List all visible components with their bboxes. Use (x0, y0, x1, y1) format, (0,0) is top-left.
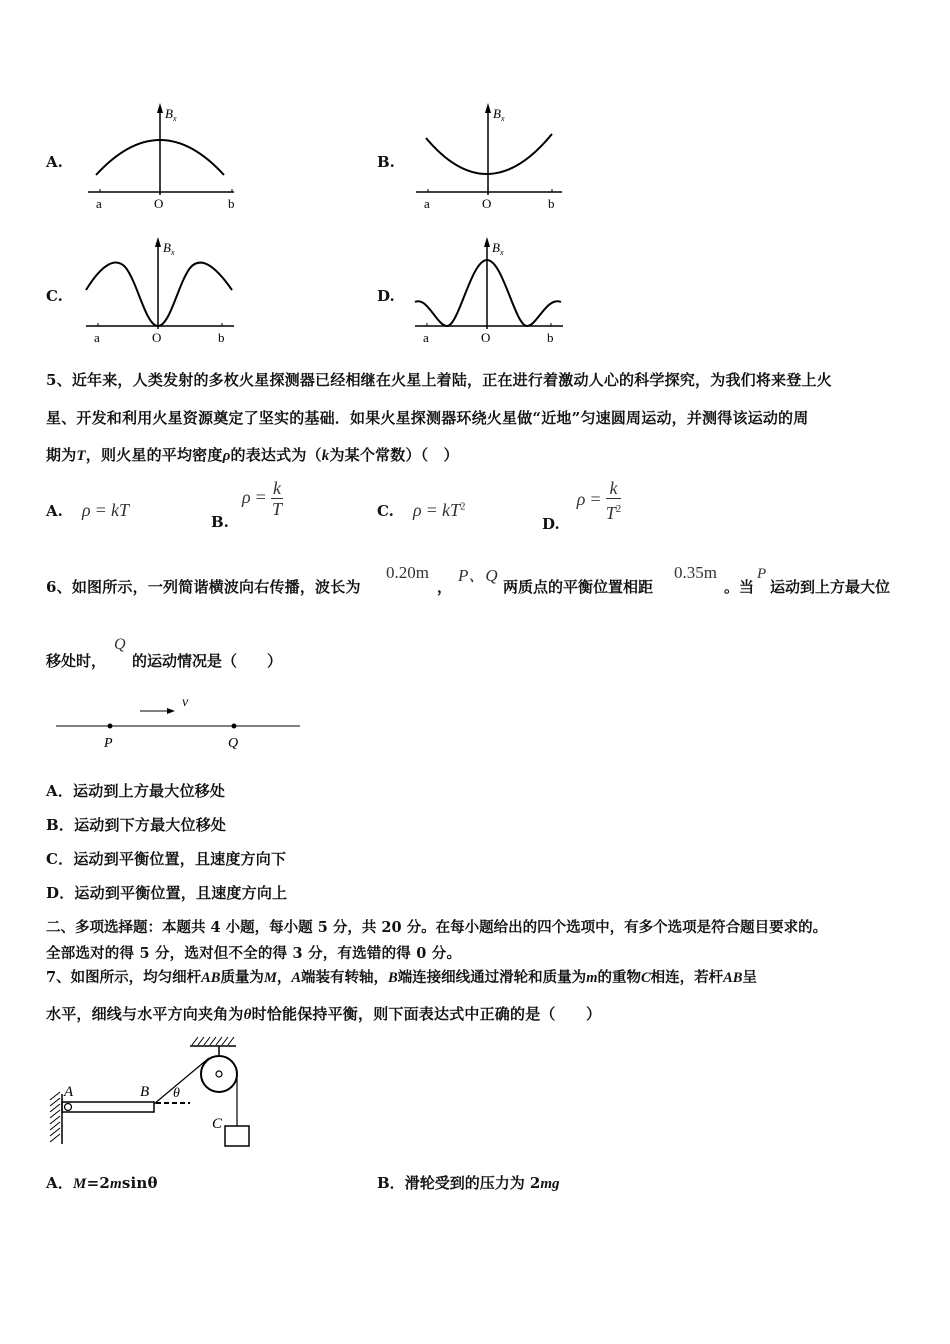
q6-text-5: 移处时， (46, 652, 107, 670)
q4-option-b-label: B. (377, 153, 395, 171)
q5-line-1: 5、近年来，人类发射的多枚火星探测器已经相继在火星上着陆，正在进行着激动人心的科学探究，为我们将来登上火 (46, 371, 832, 389)
section-2-heading-line-2: 全部选对的得 5 分，选对但不全的得 3 分，有选错的得 0 分。 (46, 945, 462, 962)
q7-line-1: 7、如图所示，均匀细杆AB质量为M，A端装有转轴，B端连接细线通过滑轮和质量为m的重物C相连，若杆AB呈 (46, 969, 757, 986)
q5-option-d-denominator: $T^2$ (605, 503, 622, 523)
q6-option-a[interactable]: A．运动到上方最大位移处 (46, 782, 226, 800)
graph-b-y-label: $B_x$ (493, 106, 505, 123)
q5-option-d-label: D. (542, 515, 560, 533)
graph-c (82, 234, 242, 349)
q5-option-b-fraction (271, 478, 283, 519)
q6-text-6: 的运动情况是（ ） (132, 652, 283, 670)
q5-option-d[interactable] (542, 478, 622, 533)
q6-p-symbol: P (757, 566, 767, 582)
graph-c-origin: O (152, 330, 162, 345)
graph-b-right-tick: b (548, 196, 555, 211)
q6-pq: P、Q (458, 566, 498, 585)
q6-point-q-label: Q (228, 736, 239, 751)
q5-density-symbol: ρ (222, 448, 231, 464)
graph-d-y-label: $B_x$ (492, 240, 504, 257)
q6-line-1 (46, 576, 361, 597)
graph-d (411, 234, 571, 349)
graph-c-y-label: $B_x$ (163, 240, 175, 257)
q5-option-b-lhs: ρ (242, 487, 251, 507)
q6-wave-figure (50, 690, 310, 755)
q5-period-symbol: T (76, 448, 86, 464)
q5-line-3-b: ，则火星的平均密度 (85, 446, 223, 464)
q5-option-d-eq: = (590, 489, 601, 509)
graph-d-left-tick: a (423, 330, 429, 345)
q5-option-a[interactable] (46, 500, 129, 521)
graph-c-left-tick: a (94, 330, 100, 345)
q6-option-d[interactable]: D．运动到平衡位置，且速度方向上 (46, 884, 288, 902)
graph-d-origin: O (481, 330, 491, 345)
q5-line-3-a: 期为 (46, 446, 77, 464)
graph-b (412, 100, 572, 215)
q7-mass-c-label: C (212, 1116, 223, 1132)
q5-option-c[interactable] (377, 500, 465, 521)
q6-option-c[interactable]: C．运动到平衡位置，且速度方向下 (46, 850, 287, 868)
q5-option-c-label: C. (377, 502, 394, 520)
q4-option-a-label: A. (46, 153, 63, 171)
q6-text-4: 运动到上方最大位 (770, 578, 891, 596)
q5-option-a-lhs: ρ (81, 500, 91, 520)
q7-point-b-label: B (140, 1084, 150, 1100)
q6-comma: ， (437, 578, 453, 596)
q6-distance: 0.35m (674, 563, 717, 582)
q4-option-c-label: C. (46, 287, 63, 305)
q5-line-3 (46, 444, 459, 465)
q7-point-a-label: A (64, 1084, 74, 1100)
q5-option-b-numerator: k (272, 478, 281, 498)
q7-option-a[interactable]: A．M=2msinθ (46, 1174, 158, 1192)
q6-point-p-label: P (104, 736, 113, 751)
q5-option-a-label: A. (46, 502, 63, 520)
q5-option-c-exponent: 2 (459, 500, 466, 513)
graph-a-right-tick: b (228, 196, 235, 211)
q7-theta-label: θ (173, 1086, 180, 1101)
section-2-heading-line-1: 二、多项选择题：本题共 4 小题，每小题 5 分，共 20 分。在每小题给出的四个选项中，有多个选项是符合题目要求的。 (46, 919, 828, 936)
graph-b-left-tick: a (424, 196, 430, 211)
q4-option-d-label: D. (377, 287, 395, 305)
q6-text-3: 。当 (724, 578, 755, 596)
q5-constant-symbol: k (321, 448, 330, 464)
graph-a-y-label: $B_x$ (165, 106, 177, 123)
q5-option-a-rhs: kT (110, 500, 129, 520)
q7-option-b[interactable]: B．滑轮受到的压力为 2mg (377, 1174, 560, 1192)
q5-option-d-lhs: ρ (576, 489, 586, 509)
q6-q-symbol: Q (114, 636, 126, 653)
graph-a-left-tick: a (96, 196, 102, 211)
q6-text-1: 6、如图所示，一列简谐横波向右传播，波长为 (46, 578, 361, 596)
q6-wavelength: 0.20m (386, 563, 429, 582)
q5-line-2: 星、开发和利用火星资源奠定了坚实的基础．如果火星探测器环绕火星做“近地”匀速圆周运动，并测得该运动的周 (46, 409, 809, 427)
graph-b-origin: O (482, 196, 492, 211)
q5-option-c-eq: = (426, 500, 437, 520)
graph-c-right-tick: b (218, 330, 225, 345)
graph-a-origin: O (154, 196, 164, 211)
q6-text-2: 两质点的平衡位置相距 (503, 578, 654, 596)
q5-option-d-numerator: k (606, 478, 622, 499)
q5-option-b[interactable] (211, 478, 283, 531)
q6-option-b[interactable]: B．运动到下方最大位移处 (46, 816, 227, 834)
q5-option-a-eq: = (95, 500, 106, 520)
q7-line-2: 水平，细线与水平方向夹角为θ时恰能保持平衡，则下面表达式中正确的是（ ） (46, 1005, 602, 1023)
q5-line-3-c: 的表达式为（ (230, 446, 322, 464)
graph-a (84, 100, 244, 215)
graph-d-right-tick: b (547, 330, 554, 345)
q6-velocity-label: v (182, 695, 189, 710)
q5-option-b-denominator: T (271, 499, 282, 519)
q5-option-d-fraction (606, 478, 622, 523)
q5-option-b-label: B. (211, 513, 229, 531)
q7-pulley-figure (44, 1034, 264, 1152)
q5-line-3-d: 为某个常数）（ ） (329, 446, 459, 464)
q5-option-c-rhs: kT (441, 500, 460, 520)
q5-option-b-eq: = (255, 487, 266, 507)
q5-option-c-lhs: ρ (413, 500, 422, 520)
